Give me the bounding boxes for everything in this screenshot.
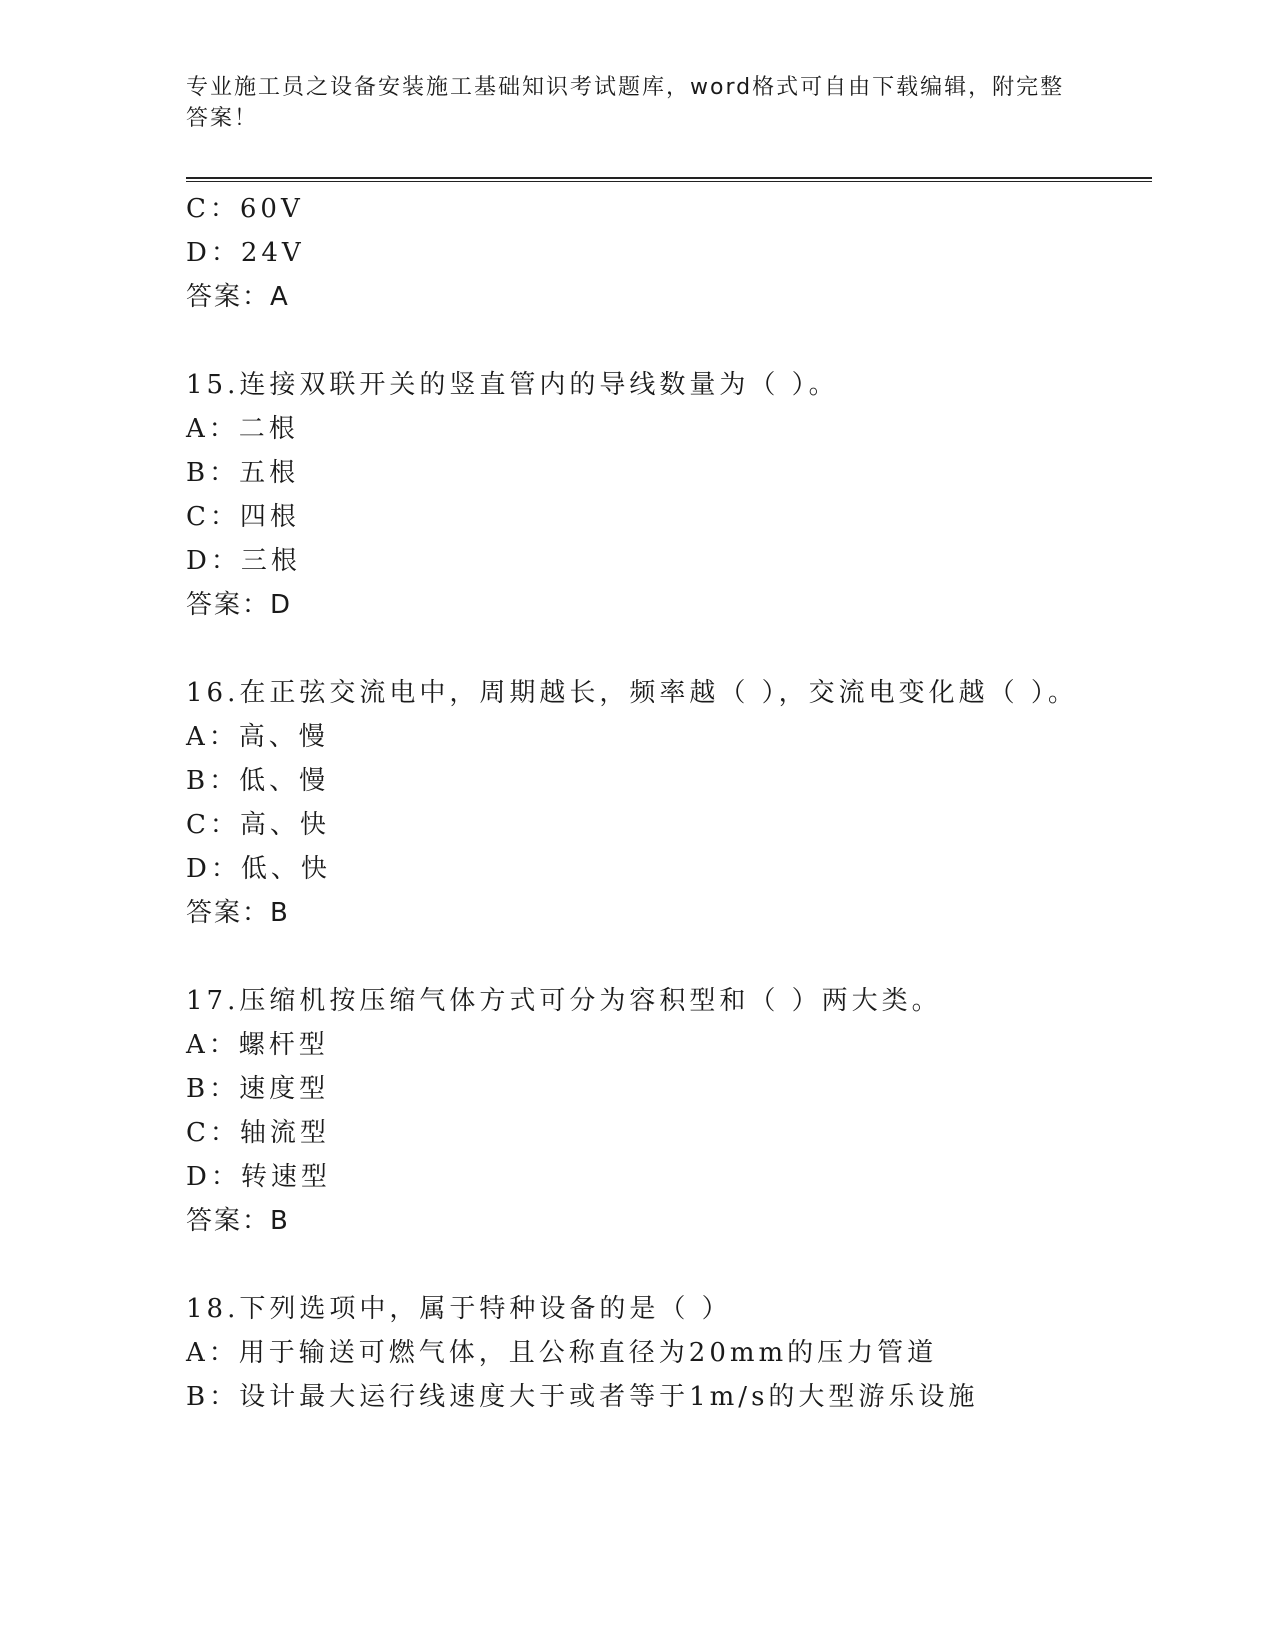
prev-answer: 答案：A xyxy=(186,282,290,312)
question-15-answer: 答案：D xyxy=(186,590,293,620)
question-16-option-c: C：高、快 xyxy=(186,810,330,840)
question-15-option-d: D：三根 xyxy=(186,546,301,576)
question-17-option-c: C：轴流型 xyxy=(186,1118,330,1148)
document-header: 专业施工员之设备安装施工基础知识考试题库，word格式可自由下载编辑，附完整答案！ xyxy=(186,75,1065,131)
header-rule-thin xyxy=(186,181,1152,182)
question-16-option-b: B：低、慢 xyxy=(186,766,330,796)
prev-option-d: D：24V xyxy=(186,238,305,268)
question-16-option-d: D：低、快 xyxy=(186,854,331,884)
question-16-option-a: A：高、慢 xyxy=(186,722,329,752)
question-15-option-c: C：四根 xyxy=(186,502,300,532)
question-15-option-b: B：五根 xyxy=(186,458,300,488)
question-18-stem: 18.下列选项中，属于特种设备的是（ ） xyxy=(186,1294,732,1324)
question-17-option-b: B：速度型 xyxy=(186,1074,330,1104)
header-rule-thick xyxy=(186,177,1152,179)
question-15-option-a: A：二根 xyxy=(186,414,299,444)
question-16-stem: 16.在正弦交流电中，周期越长，频率越（ ），交流电变化越（ ）。 xyxy=(186,678,1078,708)
question-17-option-d: D：转速型 xyxy=(186,1162,331,1192)
question-18-option-b: B：设计最大运行线速度大于或者等于1m/s的大型游乐设施 xyxy=(186,1382,979,1412)
prev-option-c: C：60V xyxy=(186,194,304,224)
question-17-stem: 17.压缩机按压缩气体方式可分为容积型和（ ）两大类。 xyxy=(186,986,942,1016)
question-17-option-a: A：螺杆型 xyxy=(186,1030,329,1060)
question-18-option-a: A：用于输送可燃气体，且公称直径为20mm的压力管道 xyxy=(186,1338,938,1368)
question-16-answer: 答案：B xyxy=(186,898,290,928)
question-15-stem: 15.连接双联开关的竖直管内的导线数量为（ ）。 xyxy=(186,370,839,400)
question-17-answer: 答案：B xyxy=(186,1206,290,1236)
